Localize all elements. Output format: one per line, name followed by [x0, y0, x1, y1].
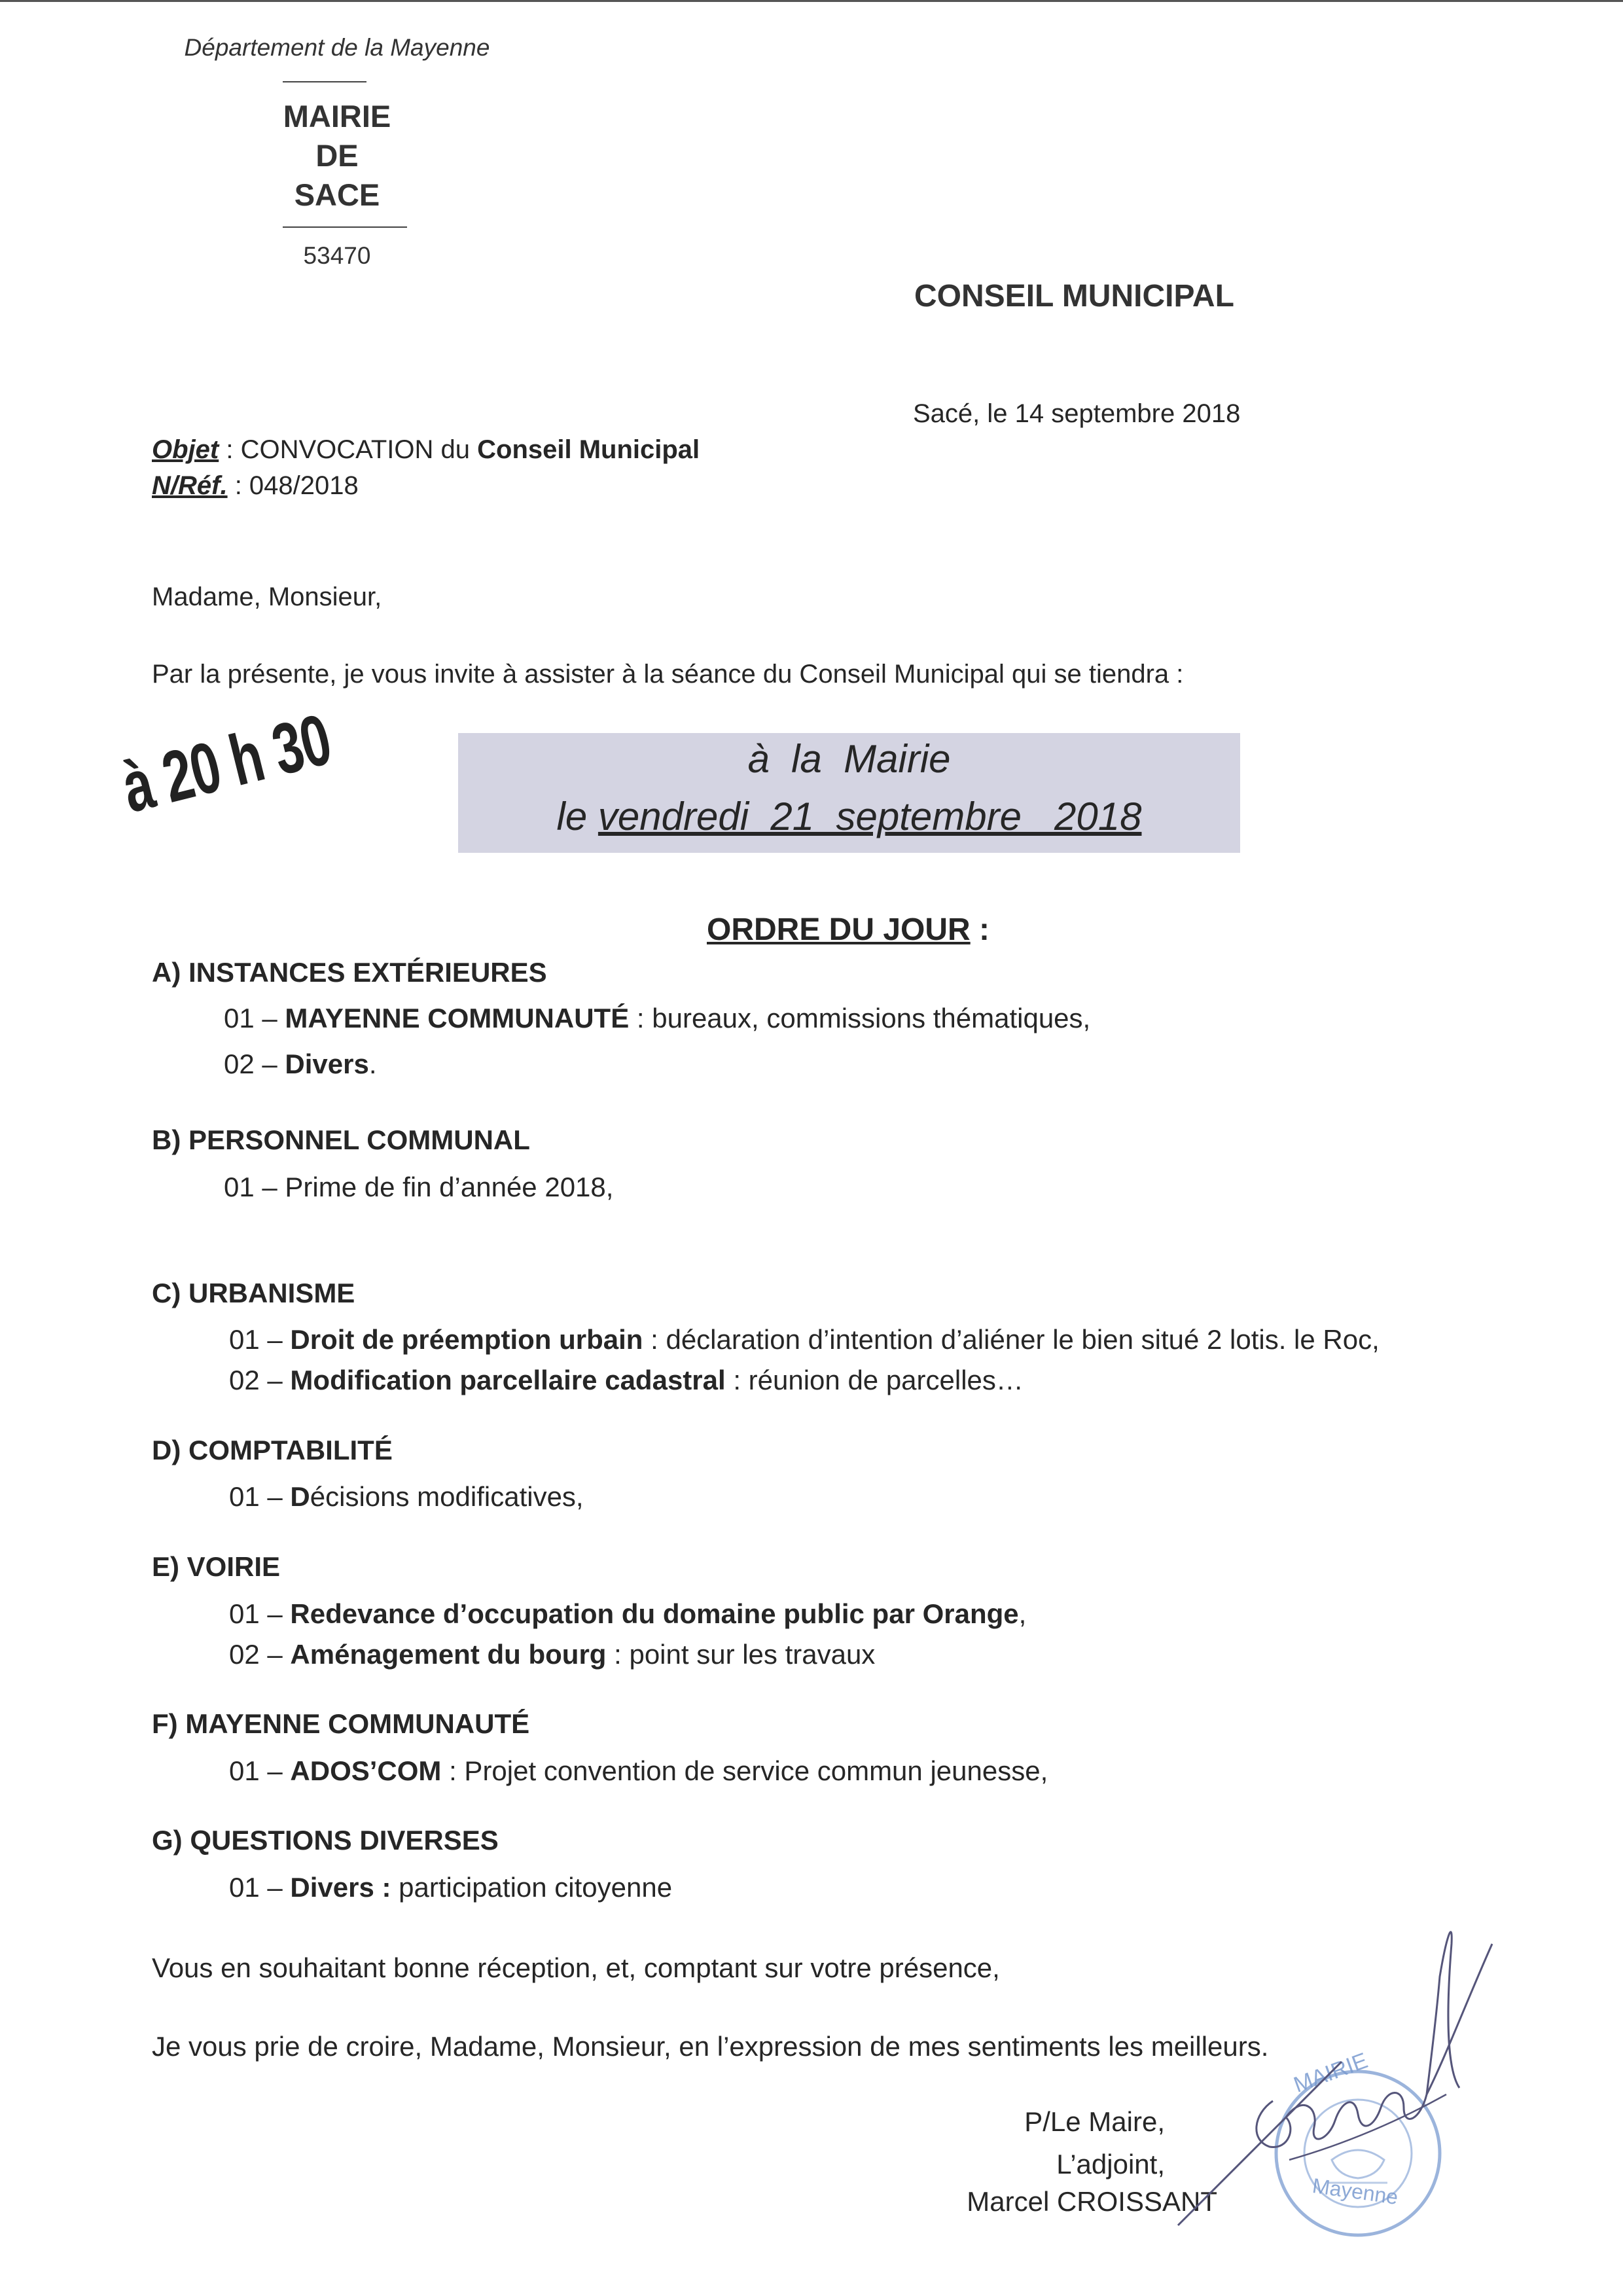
ref-label: N/Réf. [152, 471, 228, 500]
item-bold: Divers : [290, 1872, 391, 1903]
objet-sep: : [219, 435, 241, 464]
item-bold: ADOS’COM [290, 1755, 442, 1786]
section-title: G) QUESTIONS DIVERSES [152, 1825, 499, 1856]
objet-text: CONVOCATION du [240, 435, 478, 464]
meeting-date-prefix: le [556, 795, 598, 838]
signature-line-3: Marcel CROISSANT [967, 2186, 1217, 2217]
item-number: 01 – [229, 1598, 291, 1629]
agenda-item [229, 1365, 1024, 1396]
item-text: : réunion de parcelles… [725, 1365, 1024, 1395]
meeting-time: à 20 h 30 [114, 698, 338, 829]
agenda-title-suffix: : [970, 912, 990, 947]
section-title: D) COMPTABILITÉ [152, 1435, 393, 1465]
item-bold: Divers [285, 1049, 369, 1079]
item-number: 01 – [229, 1481, 291, 1512]
item-text: : déclaration d’intention d’aliéner le bien situé 2 lotis. le Roc, [643, 1324, 1380, 1355]
item-text: écisions modificatives, [310, 1481, 584, 1512]
item-bold: Droit de préemption urbain [290, 1324, 643, 1355]
mairie-line-2: DE [315, 138, 359, 173]
stamp-text-bottom: Mayenne [1311, 2174, 1400, 2209]
letterhead-rule-top [283, 81, 366, 82]
meeting-date [458, 794, 1240, 839]
intro-paragraph: Par la présente, je vous invite à assister à la séance du Conseil Municipal qui se tiendra : [152, 660, 1184, 689]
item-bold: Redevance d’occupation du domaine public par Orange [290, 1598, 1019, 1629]
item-text: : Projet convention de service commun jeunesse, [441, 1755, 1048, 1786]
section-title: F) MAYENNE COMMUNAUTÉ [152, 1708, 530, 1739]
agenda-title-text: ORDRE DU JOUR [707, 912, 971, 947]
item-text: Prime de fin d’année 2018, [285, 1172, 614, 1202]
agenda-item [229, 1872, 672, 1903]
agenda-item [229, 1755, 1048, 1787]
document-heading: CONSEIL MUNICIPAL [914, 279, 1234, 314]
agenda-item [229, 1481, 584, 1513]
agenda-item [224, 1003, 1090, 1034]
agenda-item [224, 1049, 377, 1080]
section-title: E) VOIRIE [152, 1551, 281, 1582]
item-bold: D [290, 1481, 310, 1512]
agenda-item [224, 1172, 613, 1203]
reference-line [152, 471, 359, 501]
objet-label: Objet [152, 435, 219, 464]
stamp-text-top: MAIRIE [1290, 2048, 1371, 2098]
closing-line-2: Je vous prie de croire, Madame, Monsieur, en l’expression de mes sentiments les meilleurs. [152, 2031, 1269, 2062]
signature-line-1: P/Le Maire, [1024, 2106, 1165, 2137]
meeting-date-value: vendredi 21 septembre 2018 [597, 795, 1142, 838]
agenda-item [229, 1639, 875, 1670]
postal-code: 53470 [303, 242, 371, 269]
item-text: : point sur les travaux [606, 1639, 876, 1670]
meeting-place: à la Mairie [747, 737, 951, 781]
agenda-item [229, 1598, 1026, 1630]
top-border [0, 0, 1623, 2]
mairie-line-1: MAIRIE [283, 99, 391, 134]
section-title: C) URBANISME [152, 1278, 355, 1308]
objet-bold: Conseil Municipal [477, 435, 700, 464]
item-text: : bureaux, commissions thématiques, [629, 1003, 1091, 1033]
item-number: 02 – [229, 1365, 291, 1395]
agenda-title [707, 912, 990, 948]
item-number: 01 – [229, 1324, 291, 1355]
handwritten-signature [1139, 1898, 1505, 2238]
section-title: A) INSTANCES EXTÉRIEURES [152, 957, 547, 988]
item-text: , [1018, 1598, 1027, 1629]
item-number: 01 – [229, 1872, 291, 1903]
agenda-item [229, 1324, 1380, 1355]
item-text: participation citoyenne [391, 1872, 673, 1903]
item-bold: Aménagement du bourg [290, 1639, 607, 1670]
item-number: 01 – [224, 1172, 285, 1202]
item-number: 02 – [229, 1639, 291, 1670]
objet-line [152, 435, 700, 465]
item-number: 01 – [224, 1003, 285, 1033]
ref-sep: : [227, 471, 249, 500]
item-number: 02 – [224, 1049, 285, 1079]
letterhead-rule-bottom [283, 226, 407, 228]
closing-line-1: Vous en souhaitant bonne réception, et, comptant sur votre présence, [152, 1952, 1000, 1983]
department-name: Département de la Mayenne [184, 34, 490, 61]
mairie-name [275, 97, 399, 215]
signature-line-2: L’adjoint, [1056, 2149, 1165, 2179]
date-line: Sacé, le 14 septembre 2018 [913, 399, 1241, 428]
item-number: 01 – [229, 1755, 291, 1786]
ref-number: 048/2018 [249, 471, 359, 500]
salutation: Madame, Monsieur, [152, 583, 382, 611]
mairie-line-3: SACE [294, 177, 380, 212]
item-bold: Modification parcellaire cadastral [290, 1365, 726, 1395]
item-bold: MAYENNE COMMUNAUTÉ [285, 1003, 630, 1033]
item-text: . [368, 1049, 377, 1079]
section-title: B) PERSONNEL COMMUNAL [152, 1124, 530, 1155]
